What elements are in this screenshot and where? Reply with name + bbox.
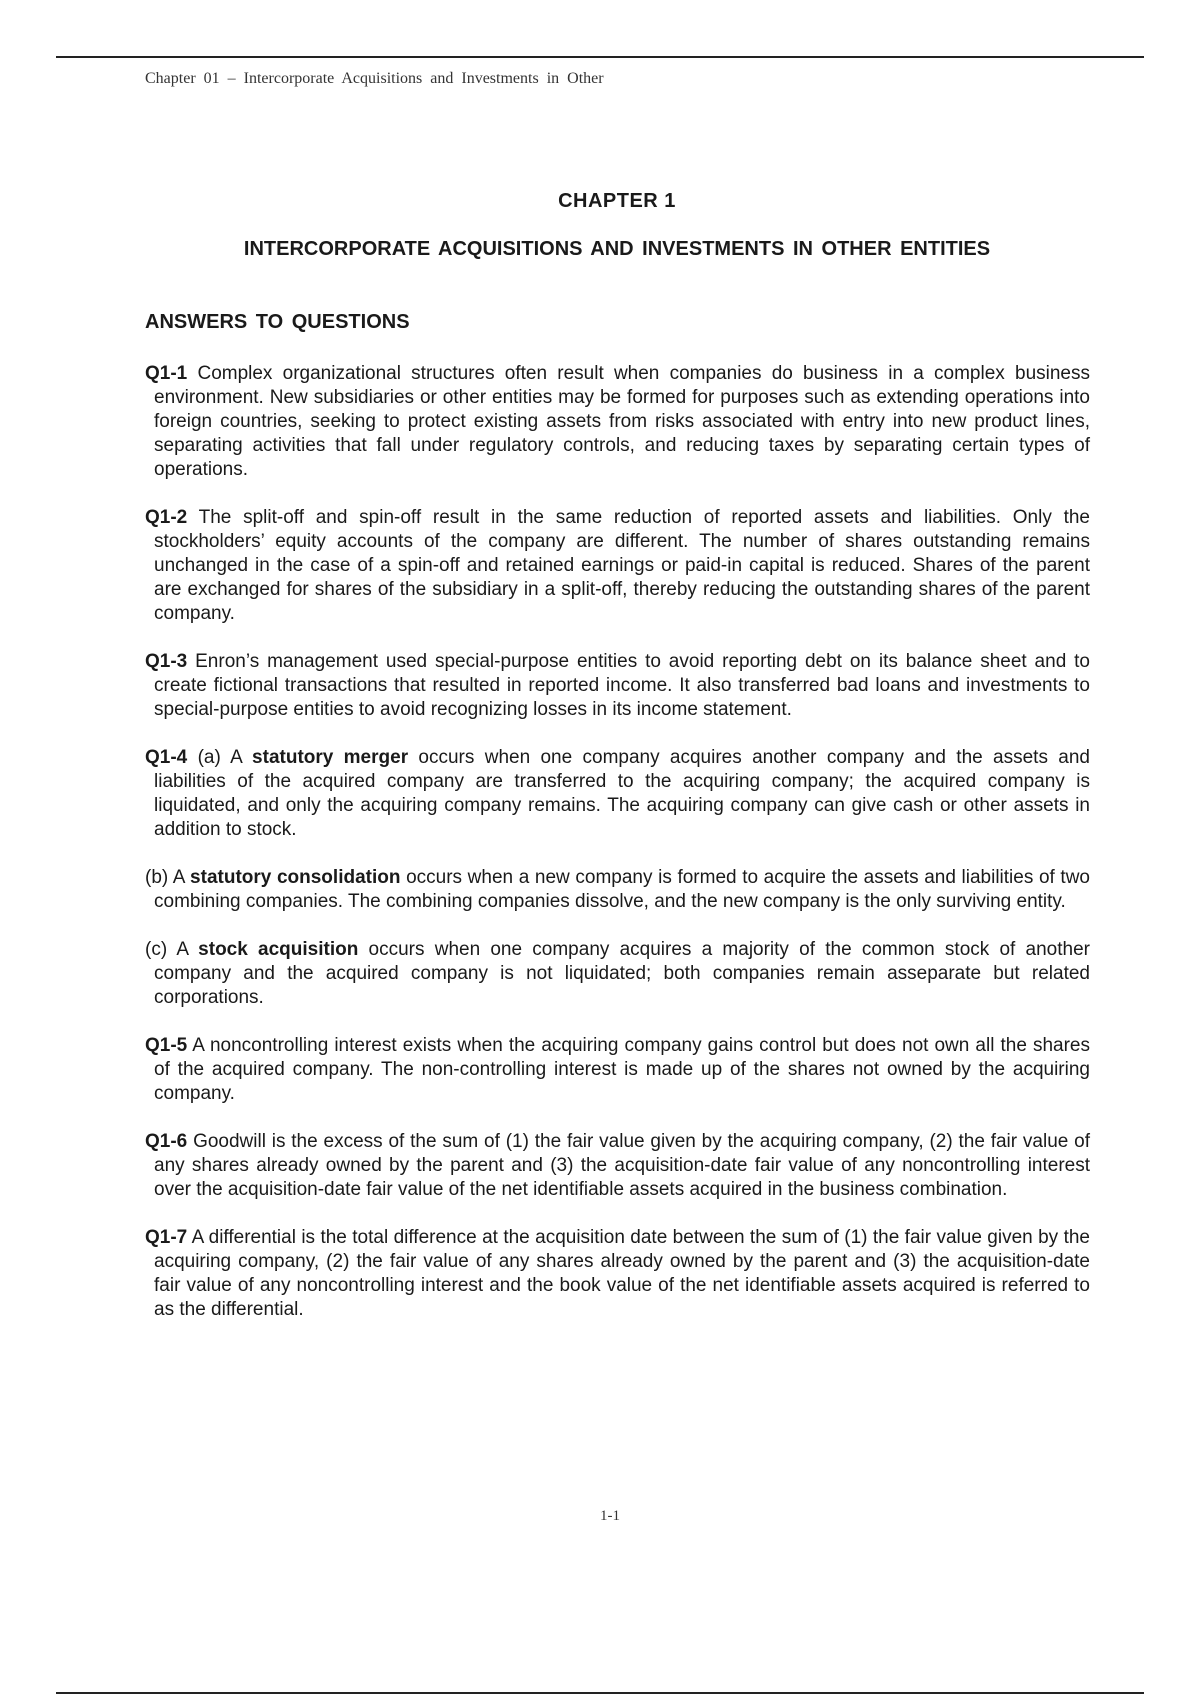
question-id: Q1-5 [145, 1035, 188, 1056]
answer-prefix: (a) A [187, 747, 253, 768]
chapter-title: CHAPTER 1 [558, 190, 676, 212]
defined-term: statutory consolidation [190, 867, 401, 888]
answer-text: Goodwill is the excess of the sum of (1) the fair value given by the acquiring company, (2) the fair value of any shares already owned by the parent and (3) the acquisition-date fair value of any noncontrolling interest over the acquisition-date fair value of the net identifiable assets acquired in the business combination. [154, 1131, 1090, 1200]
chapter-subtitle: INTERCORPORATE ACQUISITIONS AND INVESTMENTS IN OTHER ENTITIES [243, 238, 991, 260]
question-id: Q1-2 [145, 507, 188, 528]
answer-text: A differential is the total difference at the acquisition date between the sum of (1) the fair value given by the acquiring company, (2) the fair value of any shares already owned by the parent and (3) the acquisition-date fair value of any noncontrolling interest and the book value of the net identifiable assets acquired is referred to as the differential. [154, 1227, 1090, 1320]
answer-text: Complex organizational structures often result when companies do business in a complex business environment. New subsidiaries or other entities may be formed for purposes such as extending operations into foreign countries, seeking to protect existing assets from risks associated with entry into new product lines, separating activities that fall under regulatory controls, and reducing taxes by separating certain types of operations. [154, 363, 1090, 480]
question-id: Q1-6 [145, 1131, 188, 1152]
answer-prefix: (c) A [145, 939, 199, 960]
question-id: Q1-1 [145, 363, 188, 384]
defined-term: stock acquisition [198, 939, 359, 960]
answer-q1-2 [145, 506, 1090, 626]
answer-text: occurs when one company acquires a majority of the common stock of another company and the acquired company is not liquidated; both companies remain asseparate but related corporations. [154, 939, 1090, 1008]
question-id: Q1-3 [145, 651, 188, 672]
answer-text: occurs when one company acquires another company and the assets and liabilities of the acquired company are transferred to the acquiring company; the acquired company is liquidated, and only the acquiring company remains. The acquiring company can give cash or other assets in addition to stock. [154, 747, 1090, 840]
answer-q1-3 [145, 650, 1090, 722]
bottom-rule [56, 1692, 1144, 1694]
answer-prefix: (b) A [145, 867, 191, 888]
page-number: 1-1 [600, 1508, 620, 1524]
answer-q1-4a [145, 746, 1090, 842]
answer-q1-5 [145, 1034, 1090, 1106]
answer-q1-4b [145, 866, 1090, 914]
answer-text: occurs when a new company is formed to acquire the assets and liabilities of two combining companies. The combining companies dissolve, and the new company is the only surviving entity. [154, 867, 1090, 912]
top-rule [56, 56, 1144, 58]
answer-q1-4c [145, 938, 1090, 1010]
running-header: Chapter 01 – Intercorporate Acquisitions and Investments in Other [145, 70, 604, 87]
answer-text: The split-off and spin-off result in the same reduction of reported assets and liabilities. Only the stockholders’ equity accounts of the company are different. The number of shares outstanding remains unchanged in the case of a spin-off and retained earnings or paid-in capital is reduced. Shares of the parent are exchanged for shares of the subsidiary in a split-off, thereby reducing the outstanding shares of the parent company. [154, 507, 1090, 624]
answer-q1-7 [145, 1226, 1090, 1322]
section-heading: ANSWERS TO QUESTIONS [145, 311, 410, 333]
answers-list [145, 362, 1090, 1346]
question-id: Q1-7 [145, 1227, 188, 1248]
answer-q1-1 [145, 362, 1090, 482]
answer-text: Enron’s management used special-purpose entities to avoid reporting debt on its balance sheet and to create fictional transactions that resulted in reported income. It also transferred bad loans and investments to special-purpose entities to avoid recognizing losses in its income statement. [154, 651, 1090, 720]
answer-text: A noncontrolling interest exists when the acquiring company gains control but does not own all the shares of the acquired company. The non-controlling interest is made up of the shares not owned by the acquiring company. [154, 1035, 1090, 1104]
answer-q1-6 [145, 1130, 1090, 1202]
defined-term: statutory merger [252, 747, 409, 768]
question-id: Q1-4 [145, 747, 188, 768]
